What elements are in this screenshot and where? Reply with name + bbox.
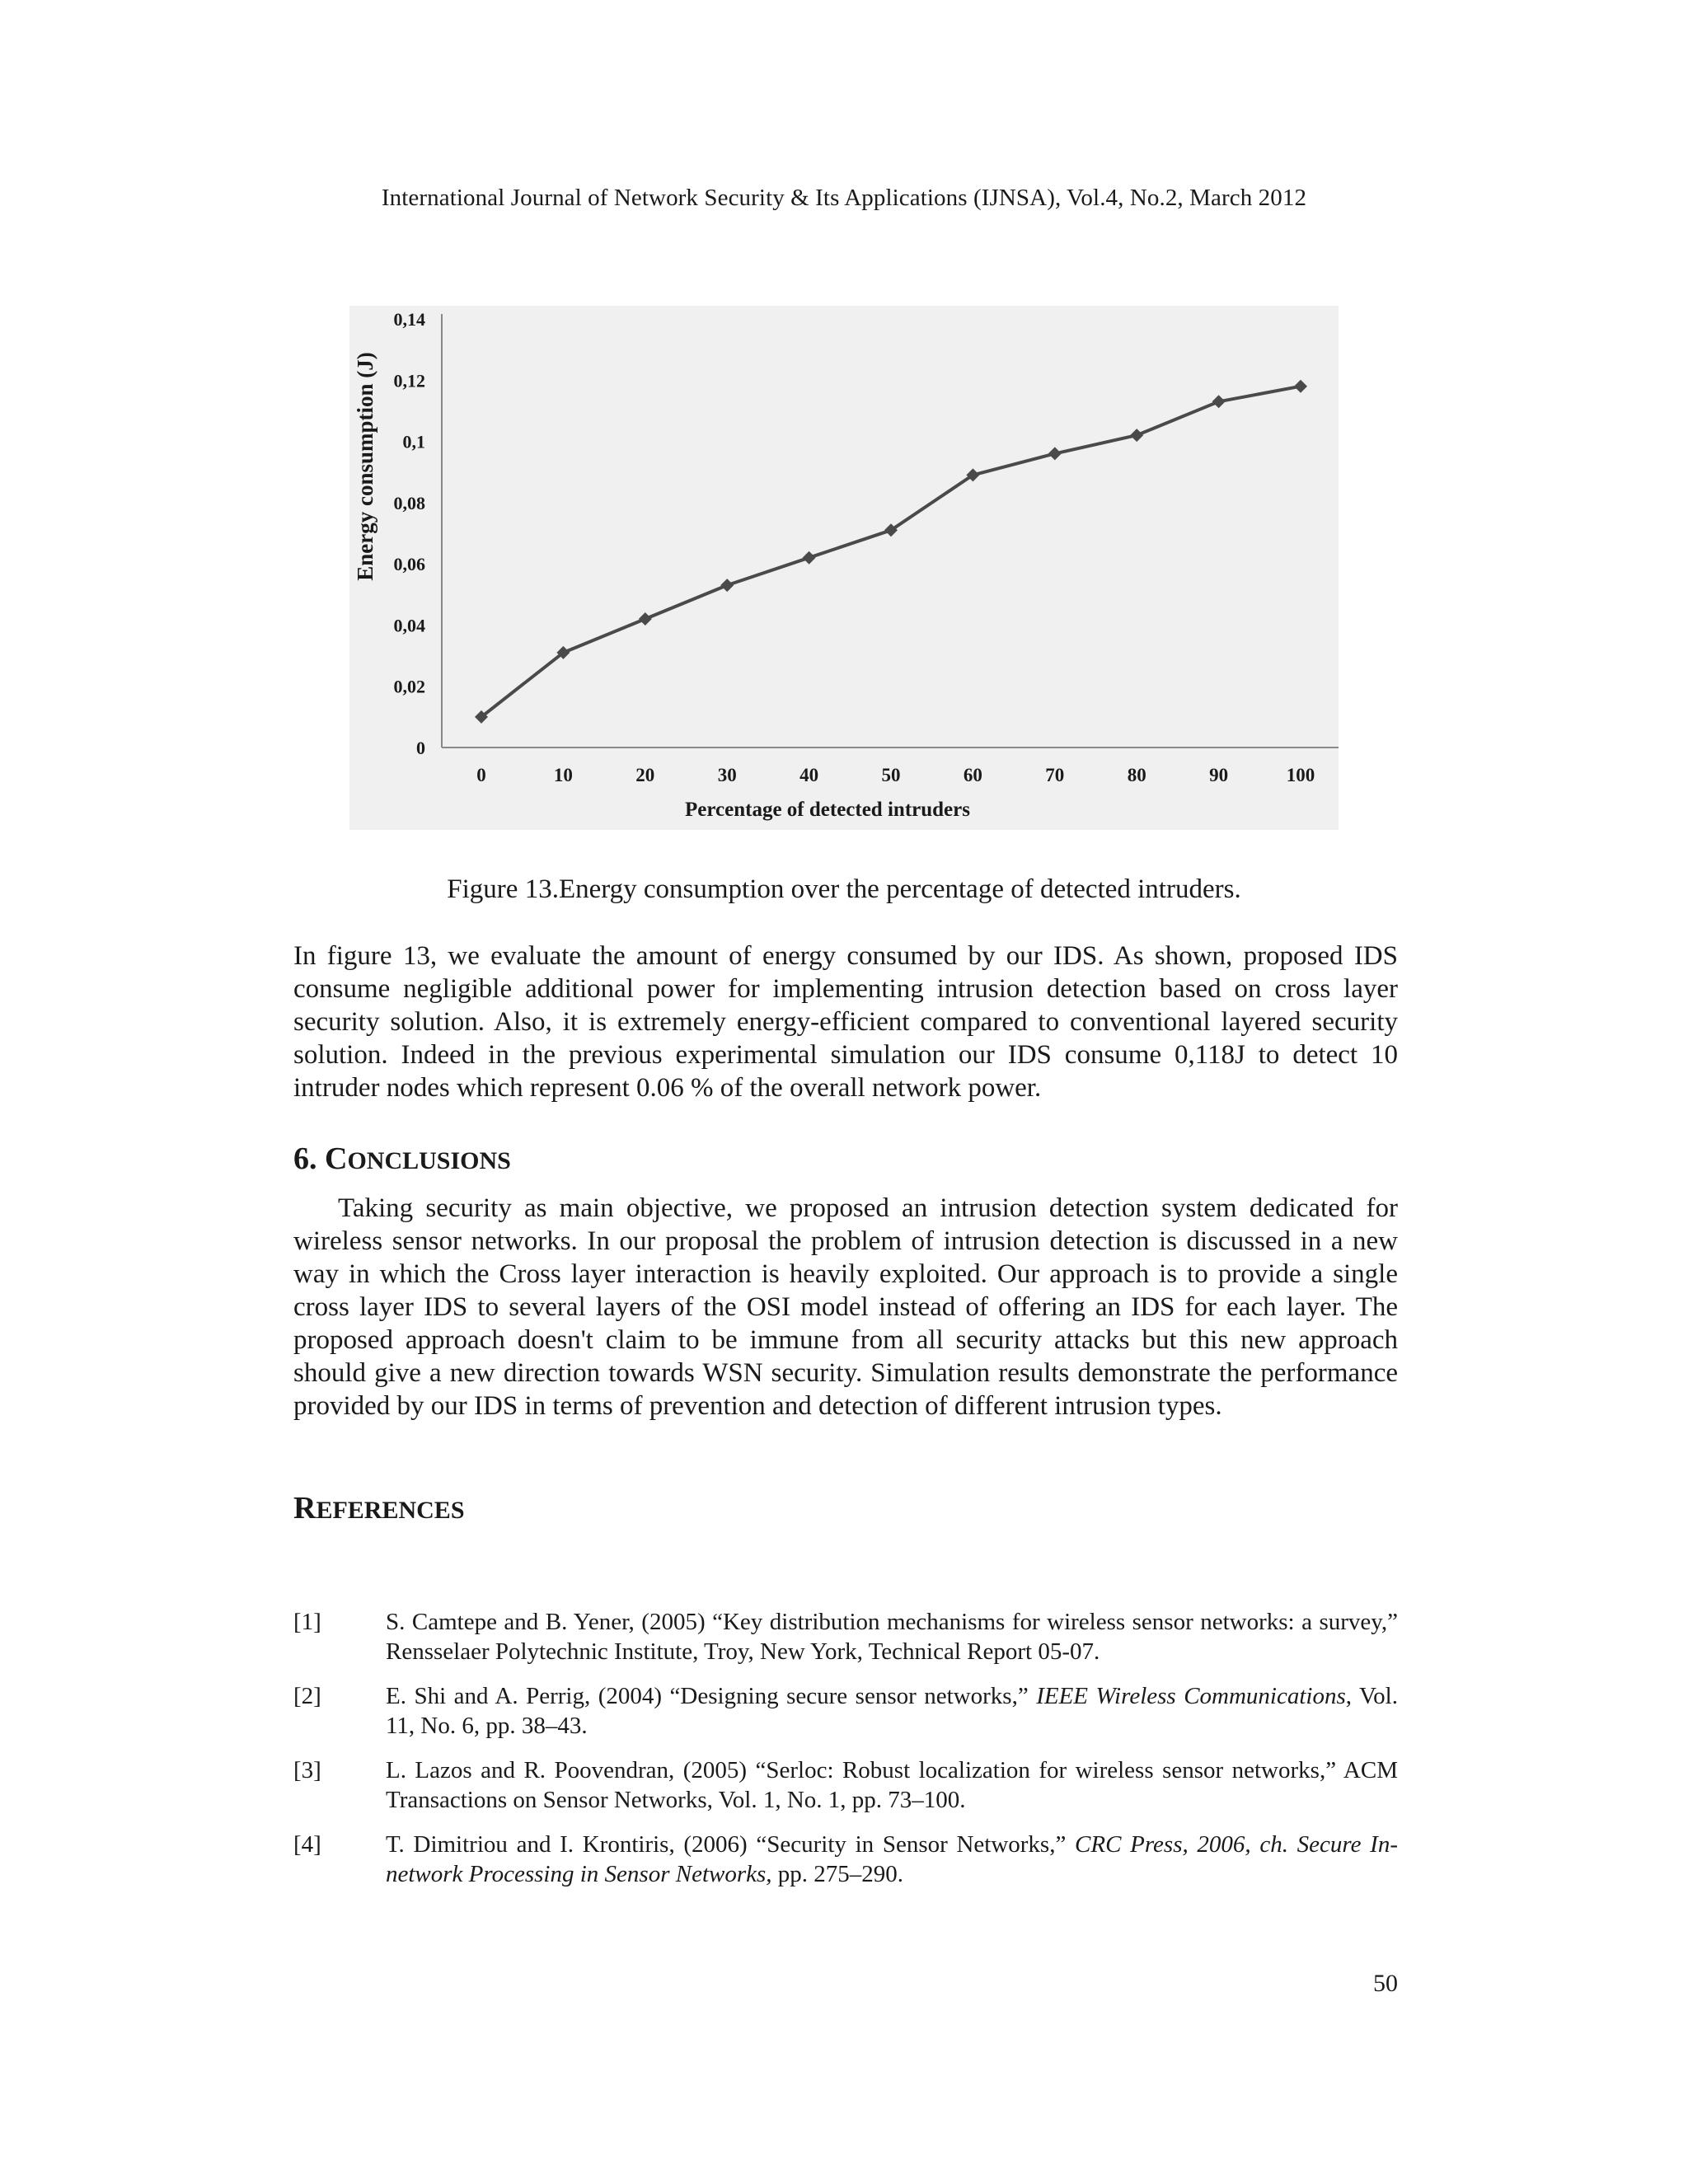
paragraph-energy-evaluation: In figure 13, we evaluate the amount of energy consumed by our IDS. As shown, proposed IDS consume negligible additional power for implementing intrusion detection based on cross layer security solution. Also, it is extremely energy-efficient compared to conventional layered security solution. Indeed in the previous experimental simulation our IDS consume 0,118J to detect 10 intruder nodes which represent 0.06 % of the overall network power.: [293, 941, 1398, 1103]
reference-list: [293, 1607, 1398, 1904]
x-tick-label: 30: [717, 765, 737, 785]
conclusions-heading: [293, 1141, 511, 1177]
conclusions-text: Taking security as main objective, we proposed an intrusion detection system dedicated for wireless sensor networks. In our proposal the problem of intrusion detection is discussed in a new way in which the Cross layer interaction is heavily exploited. Our approach is to provide a single cross layer IDS to several layers of the OSI model instead of offering an IDS for each layer. The proposed approach doesn't claim to be immune from all security attacks but this new approach should give a new direction towards WSN security. Simulation results demonstrate the performance provided by our IDS in terms of prevention and detection of different intrusion types.: [293, 1193, 1398, 1421]
reference-authors: E. Shi and A. Perrig, (2004) “Designing secure sensor networks,”: [386, 1683, 1037, 1709]
figure-caption: Figure 13.Energy consumption over the percentage of detected intruders.: [447, 874, 1241, 904]
energy-series: [475, 380, 1307, 724]
y-axis-label: Energy consumption (J): [353, 352, 377, 581]
y-tick-label: 0,04: [393, 615, 425, 636]
reference-2: [293, 1681, 1398, 1741]
reference-3: [293, 1755, 1398, 1815]
reference-venue: CRC Press, 2006, ch. Secure In-network Processing in Sensor Networks,: [386, 1831, 1398, 1887]
data-point-marker: [803, 551, 816, 565]
reference-number: [1]: [293, 1609, 321, 1635]
x-tick-label: 20: [635, 765, 655, 785]
x-tick-label: 10: [553, 765, 573, 785]
x-tick-label: 40: [799, 765, 819, 785]
y-tick-label: 0,08: [393, 492, 425, 513]
x-tick-label: 60: [963, 765, 982, 785]
reference-text: [386, 1830, 1398, 1889]
reference-details: , Vol. 11, No. 6, pp. 38–43.: [386, 1683, 1398, 1739]
data-point-marker: [720, 579, 734, 592]
references-heading: [293, 1490, 465, 1526]
series-line: [481, 387, 1301, 717]
running-header: International Journal of Network Security & Its Applications (IJNSA), Vol.4, No.2, March 2012: [381, 185, 1307, 211]
y-tick-label: 0,1: [402, 431, 425, 452]
data-point-marker: [1130, 429, 1143, 442]
y-tick-label: 0,02: [393, 676, 425, 697]
y-tick-label: 0,14: [393, 309, 425, 330]
page-number: 50: [1373, 1970, 1398, 1997]
section-number: 6.: [293, 1141, 325, 1176]
reference-text: [386, 1681, 1398, 1741]
x-tick-label: 80: [1127, 765, 1146, 785]
heading-capital: R: [293, 1491, 316, 1526]
heading-small-caps: EFERENCES: [316, 1497, 465, 1524]
x-tick-label: 70: [1045, 765, 1065, 785]
reference-number: [2]: [293, 1683, 321, 1709]
data-point-marker: [1048, 447, 1062, 460]
data-point-marker: [639, 612, 652, 626]
reference-4: [293, 1830, 1398, 1889]
data-point-marker: [1294, 380, 1307, 393]
heading-capital: C: [325, 1141, 348, 1176]
data-point-marker: [1212, 395, 1226, 408]
y-tick-label: 0: [416, 738, 425, 758]
reference-1: [293, 1607, 1398, 1666]
heading-small-caps: ONCLUSIONS: [347, 1147, 511, 1174]
x-tick-label: 100: [1286, 765, 1315, 785]
figure-13: [349, 306, 1339, 830]
reference-text: S. Camtepe and B. Yener, (2005) “Key distribution mechanisms for wireless sensor networks: a survey,” Rensselaer Polytechnic Institute, Troy, New York, Technical Report 05-07.: [386, 1609, 1398, 1665]
x-tick-label: 90: [1209, 765, 1229, 785]
reference-details: pp. 275–290.: [771, 1861, 904, 1887]
x-tick-label: 50: [881, 765, 901, 785]
x-tick-label: 0: [476, 765, 486, 785]
y-axis: [394, 309, 443, 758]
reference-authors: T. Dimitriou and I. Krontiris, (2006) “Security in Sensor Networks,”: [386, 1831, 1076, 1858]
energy-chart: [349, 306, 1339, 830]
reference-venue: IEEE Wireless Communications: [1036, 1683, 1346, 1709]
y-tick-label: 0,12: [393, 370, 425, 391]
reference-number: [4]: [293, 1831, 321, 1858]
reference-number: [3]: [293, 1757, 321, 1783]
reference-text: L. Lazos and R. Poovendran, (2005) “Serloc: Robust localization for wireless sensor networks,” ACM Transactions on Sensor Networks, Vol. 1, No. 1, pp. 73–100.: [386, 1757, 1398, 1813]
x-axis: [442, 748, 1339, 785]
x-axis-label: Percentage of detected intruders: [685, 799, 970, 821]
y-tick-label: 0,06: [393, 554, 425, 575]
